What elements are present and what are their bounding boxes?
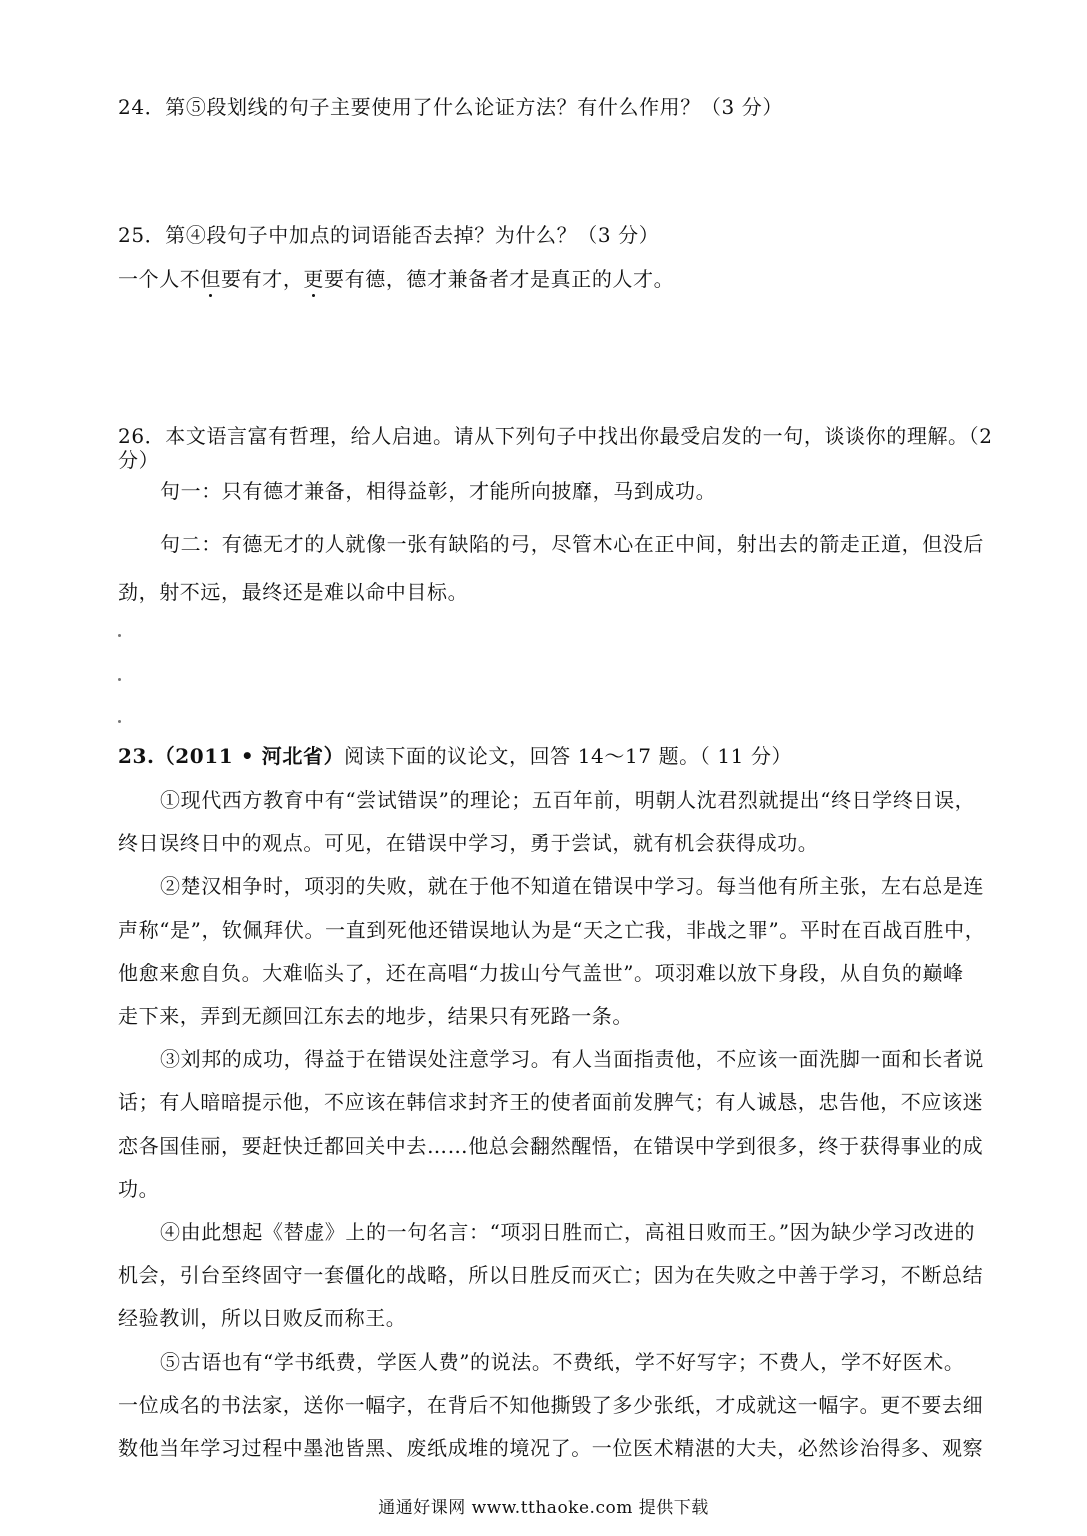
essay-line: 他愈来愈自负。大难临头了，还在高唱“力拔山兮气盖世”。项羽难以放下身段，从自负的巅峰 xyxy=(118,961,964,985)
stray-dot xyxy=(118,634,121,637)
sentence-option-2-line-1: 句二：有德无才的人就像一张有缺陷的弓，尽管木心在正中间，射出去的箭走正道，但没后 xyxy=(160,532,984,556)
stray-dot xyxy=(118,720,121,723)
essay-line: 一位成名的书法家，送你一幅字，在背后不知他撕毁了多少张纸，才成就这一幅字。更不要去细 xyxy=(118,1393,984,1417)
question-23-label: 23.（2011 • 河北省） xyxy=(118,744,345,768)
sentence-part: 要有德，德才兼备者才是真正的人才。 xyxy=(324,267,675,291)
essay-line: ①现代西方教育中有“尝试错误”的理论；五百年前，明朝人沈君烈就提出“终日学终日误， xyxy=(160,788,976,812)
question-25-sentence xyxy=(118,266,1030,292)
essay-line: ④由此想起《替虚》上的一句名言：“项羽日胜而亡，高祖日败而王。”因为缺少学习改进的 xyxy=(160,1220,976,1244)
question-23-header xyxy=(118,743,1030,769)
sentence-part: 一个人不 xyxy=(118,267,201,291)
essay-line: 话；有人暗暗提示他，不应该在韩信求封齐王的使者面前发脾气；有人诚恳，忠告他，不应该迷 xyxy=(118,1090,984,1114)
essay-line: 声称“是”，钦佩拜伏。一直到死他还错误地认为是“天之亡我，非战之罪”。平时在百战百胜中， xyxy=(118,918,986,942)
essay-line: 数他当年学习过程中墨池皆黑、废纸成堆的境况了。一位医术精湛的大夫，必然诊治得多、观察 xyxy=(118,1436,984,1460)
question-25: 25．第④段句子中加点的词语能否去掉？为什么？（3 分） xyxy=(118,223,660,247)
dotted-word-1: 但 xyxy=(200,267,222,291)
footer: 通通好课网 www.tthaoke.com 提供下载 xyxy=(378,1498,709,1518)
sentence-option-2-line-2: 劲，射不远，最终还是难以命中目标。 xyxy=(118,580,469,604)
essay-line: ⑤古语也有“学书纸费，学医人费”的说法。不费纸，学不好写字；不费人，学不好医术。 xyxy=(160,1350,965,1374)
stray-dot xyxy=(118,678,121,681)
essay-line: ③刘邦的成功，得益于在错误处注意学习。有人当面指责他，不应该一面洗脚一面和长者说 xyxy=(160,1047,984,1071)
sentence-option-1: 句一：只有德才兼备，相得益彰，才能所向披靡，马到成功。 xyxy=(160,479,717,503)
essay-line: 功。 xyxy=(118,1177,160,1201)
essay-line: 走下来，弄到无颜回江东去的地步，结果只有死路一条。 xyxy=(118,1004,633,1028)
question-26-line-1: 26．本文语言富有哲理，给人启迪。请从下列句子中找出你最受启发的一句，谈谈你的理解。（2 xyxy=(118,424,993,448)
essay-line: ②楚汉相争时，项羽的失败，就在于他不知道在错误中学习。每当他有所主张，左右总是连 xyxy=(160,874,984,898)
sentence-part: 要有才， xyxy=(221,267,304,291)
essay-line: 恋各国佳丽，要赶快迁都回关中去……他总会翻然醒悟，在错误中学到很多，终于获得事业的成 xyxy=(118,1134,984,1158)
essay-line: 终日误终日中的观点。可见，在错误中学习，勇于尝试，就有机会获得成功。 xyxy=(118,831,819,855)
question-24: 24．第⑤段划线的句子主要使用了什么论证方法？有什么作用？（3 分） xyxy=(118,95,783,119)
essay-line: 经验教训，所以日败反而称王。 xyxy=(118,1306,407,1330)
question-26-line-2: 分） xyxy=(118,448,160,472)
dotted-word-2: 更 xyxy=(303,267,325,291)
essay-line: 机会，引台至终固守一套僵化的战略，所以日胜反而灭亡；因为在失败之中善于学习，不断总结 xyxy=(118,1263,984,1287)
question-23-intro: 阅读下面的议论文，回答 14～17 题。（ 11 分） xyxy=(344,744,793,768)
